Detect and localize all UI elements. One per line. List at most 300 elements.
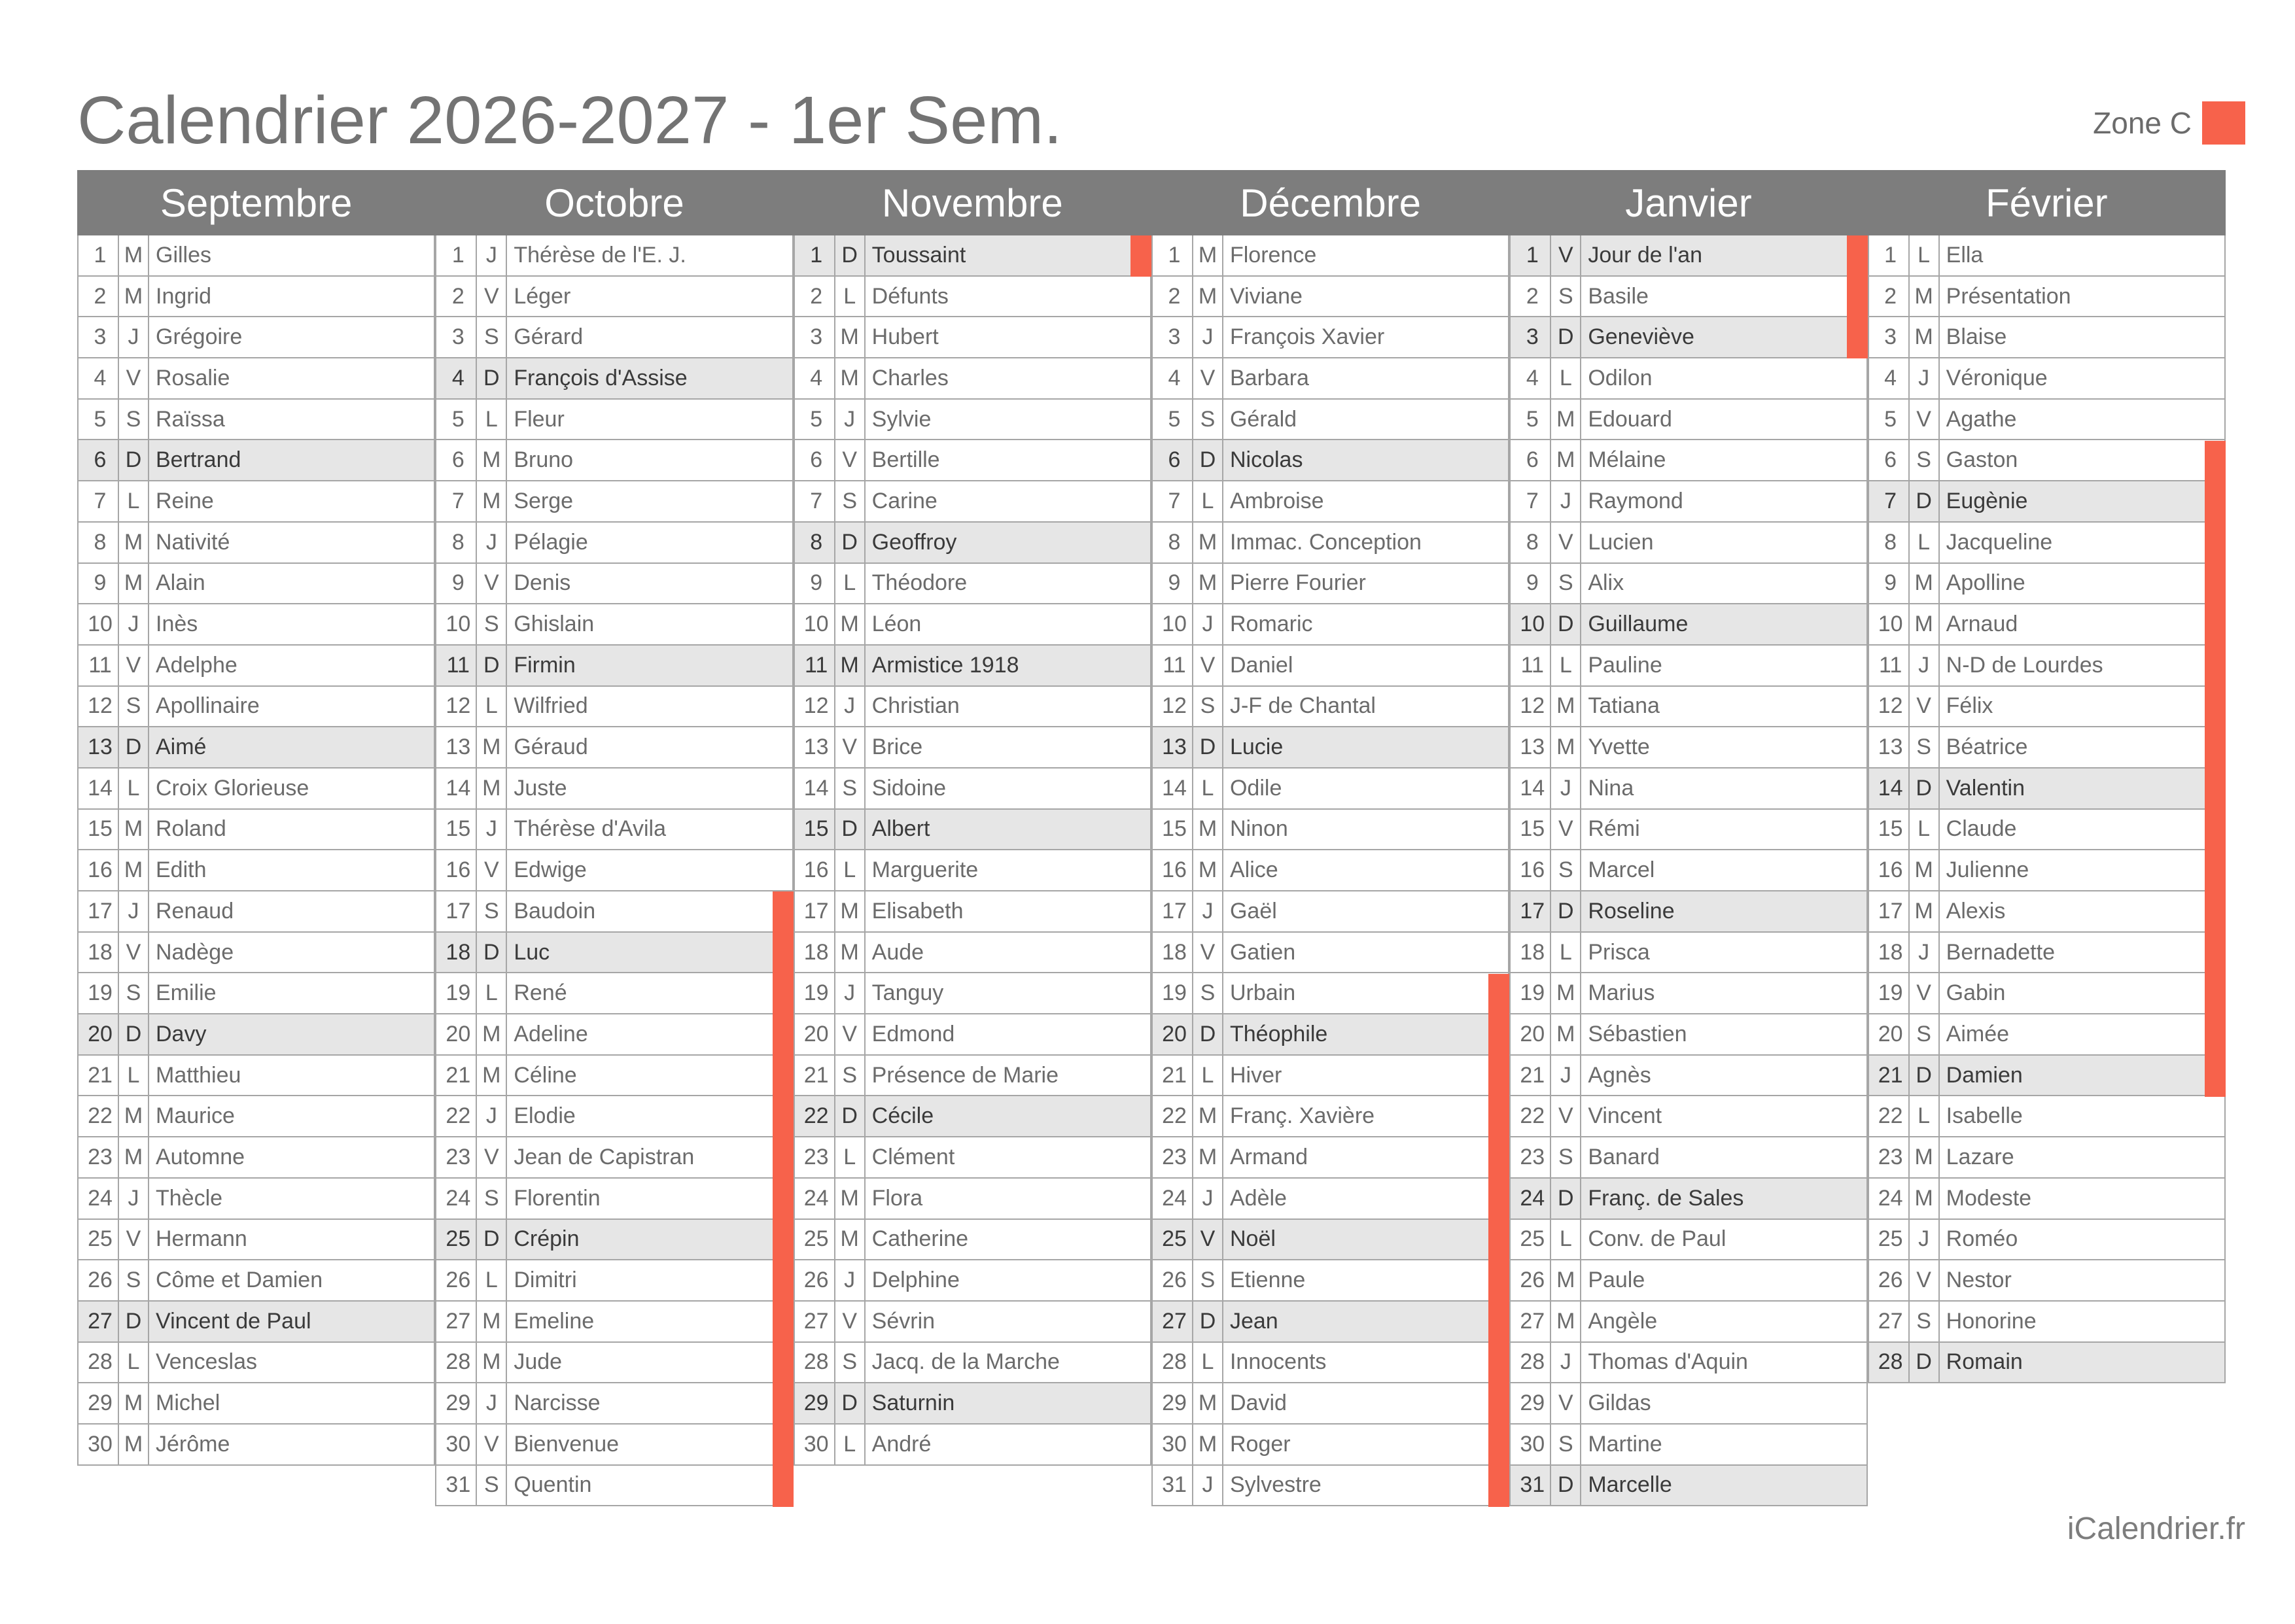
- saint-name: Albert: [871, 816, 930, 842]
- saint-name: Tatiana: [1588, 693, 1660, 719]
- weekday-letter: D: [1551, 1179, 1581, 1218]
- day-number: 2: [1511, 277, 1551, 317]
- saint-name: Pélagie: [514, 529, 588, 555]
- day-row: [435, 850, 793, 891]
- day-row: [435, 1425, 793, 1466]
- day-number: 28: [1153, 1343, 1193, 1383]
- weekday-letter: V: [477, 1425, 507, 1464]
- day-row: [77, 810, 435, 851]
- day-number: 3: [436, 317, 477, 357]
- day-row: [435, 358, 793, 400]
- day-number: 4: [1869, 358, 1910, 398]
- weekday-letter: J: [119, 891, 149, 931]
- saint-name: Lucien: [1588, 529, 1654, 555]
- weekday-letter: V: [1551, 523, 1581, 562]
- saint-name: Pierre Fourier: [1229, 570, 1366, 596]
- day-number: 18: [795, 933, 835, 973]
- saint-name: Narcisse: [514, 1391, 601, 1416]
- day-number: 1: [436, 235, 477, 275]
- day-row: [435, 810, 793, 851]
- day-row: [1151, 1014, 1509, 1056]
- saint-name: Bienvenue: [514, 1431, 620, 1457]
- month-column: [435, 170, 793, 1512]
- day-row: [1151, 1260, 1509, 1302]
- saint-name: Michel: [156, 1391, 220, 1416]
- day-row: [435, 769, 793, 810]
- day-number: 14: [795, 769, 835, 808]
- calendar-grid: [77, 170, 2226, 1512]
- day-number: 12: [1511, 687, 1551, 727]
- day-number: 15: [436, 810, 477, 850]
- saint-name: Grégoire: [156, 324, 243, 350]
- saint-name: Roméo: [1946, 1226, 2018, 1252]
- weekday-letter: S: [119, 973, 149, 1013]
- weekday-letter: J: [1193, 1179, 1223, 1218]
- day-row: [435, 891, 793, 933]
- saint-name: Barbara: [1229, 365, 1309, 390]
- day-number: 30: [1511, 1425, 1551, 1464]
- weekday-letter: M: [1551, 727, 1581, 767]
- weekday-letter: M: [119, 564, 149, 604]
- saint-name: Bernadette: [1946, 939, 2055, 965]
- saint-name: Noël: [1229, 1226, 1276, 1252]
- day-row: [1151, 1096, 1509, 1137]
- saint-name: Elisabeth: [871, 898, 964, 924]
- day-row: [77, 1302, 435, 1343]
- day-row: [435, 973, 793, 1014]
- saint-name: Guillaume: [1588, 612, 1689, 637]
- day-number: 11: [1511, 646, 1551, 685]
- saint-name: Sévrin: [871, 1308, 936, 1334]
- day-number: 25: [1869, 1220, 1910, 1260]
- weekday-letter: V: [1193, 1220, 1223, 1260]
- weekday-letter: M: [835, 1220, 866, 1260]
- day-number: 8: [795, 523, 835, 562]
- weekday-letter: D: [835, 235, 866, 275]
- weekday-letter: V: [1551, 1096, 1581, 1136]
- weekday-letter: V: [1193, 933, 1223, 973]
- day-row: [77, 1343, 435, 1384]
- weekday-letter: V: [119, 1220, 149, 1260]
- day-number: 13: [1153, 727, 1193, 767]
- day-number: 18: [436, 933, 477, 973]
- day-number: 25: [1511, 1220, 1551, 1260]
- saint-name: Nestor: [1946, 1268, 2012, 1293]
- day-row: [1868, 727, 2226, 769]
- day-number: 19: [1153, 973, 1193, 1013]
- day-number: 30: [1153, 1425, 1193, 1464]
- day-row: [435, 646, 793, 687]
- day-number: 7: [436, 481, 477, 521]
- weekday-letter: M: [835, 891, 866, 931]
- day-number: 6: [795, 440, 835, 480]
- day-row: [77, 1137, 435, 1179]
- day-number: 14: [79, 769, 119, 808]
- day-row: [1151, 1343, 1509, 1384]
- day-row: [77, 400, 435, 441]
- weekday-letter: M: [1193, 523, 1223, 562]
- saint-name: Hubert: [871, 324, 939, 350]
- weekday-letter: D: [1910, 1343, 1940, 1383]
- saint-name: Adelphe: [156, 652, 237, 678]
- weekday-letter: D: [119, 727, 149, 767]
- weekday-letter: S: [1193, 973, 1223, 1013]
- saint-name: Cécile: [871, 1103, 934, 1129]
- saint-name: Flora: [871, 1185, 923, 1211]
- saint-name: Maurice: [156, 1103, 235, 1129]
- saint-name: Charles: [871, 365, 949, 390]
- saint-name: Franç. Xavière: [1229, 1103, 1375, 1129]
- day-row: [794, 400, 1151, 441]
- day-number: 28: [79, 1343, 119, 1383]
- weekday-letter: S: [477, 604, 507, 644]
- saint-name: Geoffroy: [871, 529, 957, 555]
- day-row: [1509, 604, 1867, 646]
- day-number: 23: [1153, 1137, 1193, 1177]
- day-number: 7: [1153, 481, 1193, 521]
- day-row: [1868, 1056, 2226, 1097]
- day-number: 17: [436, 891, 477, 931]
- weekday-letter: L: [835, 850, 866, 890]
- month-header: Décembre: [1151, 170, 1509, 235]
- day-number: 17: [1869, 891, 1910, 931]
- day-row: [1868, 604, 2226, 646]
- weekday-letter: S: [1910, 1302, 1940, 1341]
- day-number: 7: [795, 481, 835, 521]
- day-number: 17: [79, 891, 119, 931]
- day-row: [1151, 358, 1509, 400]
- day-number: 17: [795, 891, 835, 931]
- day-list: [1509, 235, 1867, 1506]
- weekday-letter: V: [835, 1302, 866, 1341]
- weekday-letter: S: [1551, 564, 1581, 604]
- weekday-letter: M: [119, 1383, 149, 1423]
- day-row: [794, 277, 1151, 318]
- weekday-letter: V: [1910, 973, 1940, 1013]
- day-row: [1151, 973, 1509, 1014]
- weekday-letter: L: [1910, 235, 1940, 275]
- day-number: 2: [795, 277, 835, 317]
- weekday-letter: L: [1193, 1056, 1223, 1096]
- saint-name: Jean de Capistran: [514, 1144, 695, 1169]
- day-number: 3: [795, 317, 835, 357]
- weekday-letter: V: [1551, 810, 1581, 850]
- day-row: [1151, 564, 1509, 605]
- saint-name: François Xavier: [1229, 324, 1385, 350]
- day-number: 22: [79, 1096, 119, 1136]
- day-number: 11: [79, 646, 119, 685]
- weekday-letter: M: [835, 1179, 866, 1218]
- weekday-letter: V: [119, 646, 149, 685]
- saint-name: Armistice 1918: [871, 652, 1019, 678]
- day-number: 24: [1869, 1179, 1910, 1218]
- weekday-letter: M: [1910, 317, 1940, 357]
- day-row: [1151, 1137, 1509, 1179]
- saint-name: Pauline: [1588, 652, 1662, 678]
- day-row: [1868, 235, 2226, 277]
- day-row: [794, 1014, 1151, 1056]
- day-row: [1868, 1260, 2226, 1302]
- day-row: [435, 1260, 793, 1302]
- saint-name: Mélaine: [1588, 447, 1666, 473]
- day-row: [1509, 933, 1867, 974]
- saint-name: Matthieu: [156, 1062, 241, 1088]
- weekday-letter: J: [1910, 1220, 1940, 1260]
- day-number: 9: [1511, 564, 1551, 604]
- saint-name: Fleur: [514, 406, 565, 432]
- weekday-letter: M: [477, 481, 507, 521]
- day-number: 19: [436, 973, 477, 1013]
- weekday-letter: M: [835, 317, 866, 357]
- day-number: 7: [1869, 481, 1910, 521]
- day-row: [1509, 1302, 1867, 1343]
- weekday-letter: J: [477, 235, 507, 275]
- saint-name: Thècle: [156, 1185, 223, 1211]
- day-row: [794, 1302, 1151, 1343]
- weekday-letter: S: [119, 400, 149, 440]
- day-row: [1509, 1220, 1867, 1261]
- saint-name: Renaud: [156, 898, 234, 924]
- saint-name: N-D de Lourdes: [1946, 652, 2103, 678]
- saint-name: Catherine: [871, 1226, 969, 1252]
- saint-name: Léger: [514, 283, 571, 309]
- month-header: Septembre: [77, 170, 435, 235]
- day-row: [1509, 564, 1867, 605]
- day-number: 22: [1869, 1096, 1910, 1136]
- day-number: 19: [795, 973, 835, 1013]
- weekday-letter: M: [1551, 400, 1581, 440]
- saint-name: David: [1229, 1391, 1287, 1416]
- day-number: 25: [1153, 1220, 1193, 1260]
- saint-name: J-F de Chantal: [1229, 693, 1376, 719]
- day-number: 27: [1153, 1302, 1193, 1341]
- saint-name: Jacqueline: [1946, 529, 2053, 555]
- weekday-letter: V: [119, 933, 149, 973]
- day-number: 12: [436, 687, 477, 727]
- day-number: 15: [1153, 810, 1193, 850]
- weekday-letter: S: [1910, 1014, 1940, 1054]
- day-row: [1509, 1343, 1867, 1384]
- day-row: [77, 235, 435, 277]
- day-number: 1: [795, 235, 835, 275]
- weekday-letter: J: [1193, 891, 1223, 931]
- saint-name: Elodie: [514, 1103, 576, 1129]
- weekday-letter: D: [1551, 891, 1581, 931]
- saint-name: Romaric: [1229, 612, 1313, 637]
- day-row: [77, 1220, 435, 1261]
- day-number: 5: [795, 400, 835, 440]
- day-row: [77, 1096, 435, 1137]
- saint-name: Ambroise: [1229, 488, 1324, 513]
- day-number: 12: [1153, 687, 1193, 727]
- day-number: 16: [1869, 850, 1910, 890]
- weekday-letter: D: [1910, 769, 1940, 808]
- day-row: [435, 400, 793, 441]
- day-row: [435, 687, 793, 728]
- day-row: [1509, 235, 1867, 277]
- saint-name: Reine: [156, 488, 214, 513]
- weekday-letter: D: [477, 646, 507, 685]
- day-number: 20: [1153, 1014, 1193, 1054]
- saint-name: Davy: [156, 1021, 207, 1046]
- saint-name: Côme et Damien: [156, 1268, 323, 1293]
- day-row: [77, 850, 435, 891]
- zone-color-swatch: [2202, 101, 2245, 145]
- day-number: 4: [795, 358, 835, 398]
- weekday-letter: J: [835, 687, 866, 727]
- day-row: [1509, 891, 1867, 933]
- day-number: 20: [795, 1014, 835, 1054]
- weekday-letter: D: [1193, 440, 1223, 480]
- weekday-letter: L: [119, 1343, 149, 1383]
- saint-name: Alain: [156, 570, 205, 596]
- weekday-letter: L: [119, 769, 149, 808]
- day-row: [1509, 973, 1867, 1014]
- day-number: 31: [1153, 1466, 1193, 1506]
- day-number: 9: [436, 564, 477, 604]
- weekday-letter: M: [1193, 1096, 1223, 1136]
- day-number: 23: [1511, 1137, 1551, 1177]
- day-row: [77, 481, 435, 523]
- weekday-letter: S: [119, 1260, 149, 1300]
- saint-name: Aimée: [1946, 1021, 2010, 1046]
- day-number: 16: [436, 850, 477, 890]
- saint-name: Thérèse d'Avila: [514, 816, 666, 842]
- saint-name: Odilon: [1588, 365, 1653, 390]
- saint-name: Yvette: [1588, 734, 1650, 760]
- day-number: 22: [436, 1096, 477, 1136]
- saint-name: Gatien: [1229, 939, 1296, 965]
- weekday-letter: S: [835, 1343, 866, 1383]
- saint-name: Basile: [1588, 283, 1649, 309]
- saint-name: Thomas d'Aquin: [1588, 1349, 1748, 1375]
- weekday-letter: M: [1193, 810, 1223, 850]
- saint-name: Géraud: [514, 734, 588, 760]
- weekday-letter: M: [477, 1343, 507, 1383]
- weekday-letter: D: [1551, 604, 1581, 644]
- day-number: 6: [1153, 440, 1193, 480]
- day-number: 26: [1511, 1260, 1551, 1300]
- weekday-letter: M: [1551, 1260, 1581, 1300]
- saint-name: Bertille: [871, 447, 940, 473]
- weekday-letter: J: [477, 523, 507, 562]
- day-row: [1151, 440, 1509, 481]
- saint-name: Saturnin: [871, 1391, 955, 1416]
- day-number: 27: [79, 1302, 119, 1341]
- saint-name: Sébastien: [1588, 1021, 1687, 1046]
- day-row: [1151, 687, 1509, 728]
- day-row: [435, 1056, 793, 1097]
- day-number: 8: [436, 523, 477, 562]
- day-number: 13: [436, 727, 477, 767]
- saint-name: Marcel: [1588, 857, 1655, 883]
- day-row: [1151, 317, 1509, 358]
- weekday-letter: M: [1551, 1014, 1581, 1054]
- saint-name: Présentation: [1946, 283, 2071, 309]
- weekday-letter: D: [1193, 727, 1223, 767]
- day-number: 21: [436, 1056, 477, 1096]
- day-row: [1509, 481, 1867, 523]
- day-number: 8: [79, 523, 119, 562]
- day-row: [435, 1096, 793, 1137]
- saint-name: René: [514, 980, 567, 1006]
- day-number: 23: [795, 1137, 835, 1177]
- weekday-letter: L: [1551, 933, 1581, 973]
- day-number: 16: [795, 850, 835, 890]
- day-list: [435, 235, 793, 1506]
- day-number: 15: [1511, 810, 1551, 850]
- day-number: 31: [436, 1466, 477, 1506]
- weekday-letter: D: [477, 358, 507, 398]
- day-number: 26: [1153, 1260, 1193, 1300]
- weekday-letter: S: [1193, 400, 1223, 440]
- weekday-letter: M: [835, 646, 866, 685]
- weekday-letter: M: [1193, 850, 1223, 890]
- day-row: [794, 1056, 1151, 1097]
- day-row: [77, 769, 435, 810]
- saint-name: Ghislain: [514, 612, 595, 637]
- day-number: 25: [436, 1220, 477, 1260]
- saint-name: Valentin: [1946, 775, 2025, 801]
- saint-name: Jacq. de la Marche: [871, 1349, 1060, 1375]
- day-row: [1509, 1014, 1867, 1056]
- day-number: 4: [436, 358, 477, 398]
- saint-name: Hiver: [1229, 1062, 1282, 1088]
- saint-name: Alexis: [1946, 898, 2006, 924]
- weekday-letter: M: [1193, 1383, 1223, 1423]
- weekday-letter: J: [1551, 1056, 1581, 1096]
- day-number: 14: [1869, 769, 1910, 808]
- day-list: [1868, 235, 2226, 1383]
- day-row: [435, 1343, 793, 1384]
- day-number: 15: [1869, 810, 1910, 850]
- saint-name: Présence de Marie: [871, 1062, 1059, 1088]
- weekday-letter: M: [1910, 850, 1940, 890]
- vacation-bar: [1847, 235, 1868, 358]
- saint-name: Sidoine: [871, 775, 947, 801]
- weekday-letter: J: [835, 1260, 866, 1300]
- zone-label: Zone C: [2093, 106, 2192, 140]
- saint-name: Gérald: [1229, 406, 1297, 432]
- saint-name: Sylvestre: [1229, 1472, 1322, 1498]
- weekday-letter: S: [477, 1466, 507, 1506]
- day-row: [435, 440, 793, 481]
- day-row: [1868, 973, 2226, 1014]
- saint-name: Adeline: [514, 1021, 588, 1046]
- day-row: [1509, 1096, 1867, 1137]
- day-list: [1151, 235, 1509, 1506]
- day-row: [1868, 1220, 2226, 1261]
- weekday-letter: D: [119, 1014, 149, 1054]
- weekday-letter: L: [1910, 523, 1940, 562]
- day-number: 3: [1153, 317, 1193, 357]
- day-number: 13: [79, 727, 119, 767]
- day-number: 20: [1869, 1014, 1910, 1054]
- saint-name: André: [871, 1431, 932, 1457]
- day-row: [1509, 1260, 1867, 1302]
- day-row: [77, 604, 435, 646]
- weekday-letter: S: [1551, 277, 1581, 317]
- month-header: Février: [1868, 170, 2226, 235]
- weekday-letter: V: [835, 727, 866, 767]
- saint-name: Jérôme: [156, 1431, 230, 1457]
- saint-name: Aude: [871, 939, 924, 965]
- saint-name: Gildas: [1588, 1391, 1651, 1416]
- day-number: 5: [436, 400, 477, 440]
- saint-name: Véronique: [1946, 365, 2048, 390]
- day-number: 24: [1511, 1179, 1551, 1218]
- day-number: 29: [436, 1383, 477, 1423]
